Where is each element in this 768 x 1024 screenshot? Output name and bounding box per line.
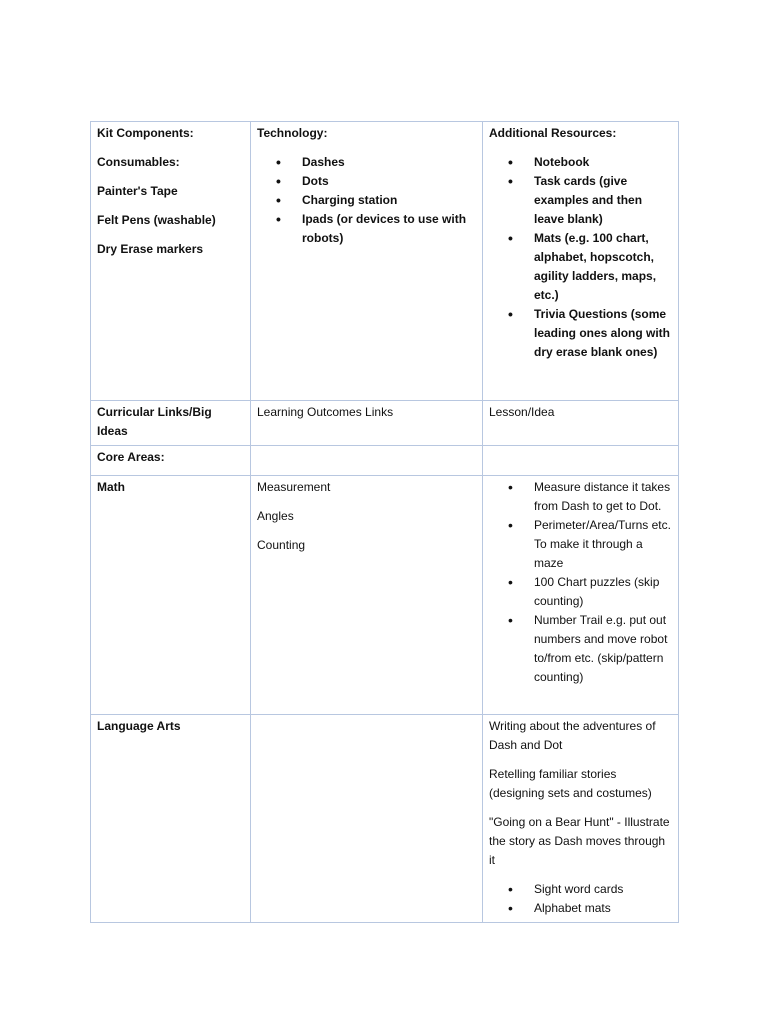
technology-item: • Charging station: [302, 191, 476, 210]
additional-resources-list: [489, 153, 672, 362]
curriculum-table: [90, 121, 679, 923]
math-outcome: Counting: [257, 538, 306, 552]
math-outcome: Angles: [257, 509, 294, 523]
math-subject-label: Math: [91, 476, 251, 715]
kit-item: Consumables:: [97, 155, 180, 169]
kit-item: Painter's Tape: [97, 184, 178, 198]
additional-resources-title: Additional Resources:: [489, 126, 617, 140]
resource-item: • Trivia Questions (some leading ones along with dry erase blank ones): [534, 305, 672, 362]
language-ideas-list: [489, 880, 672, 918]
language-idea: Retelling familiar stories (designing sets and costumes): [489, 767, 652, 800]
resource-item: • Task cards (give examples and then leave blank): [534, 172, 672, 229]
kit-item: Dry Erase markers: [97, 242, 204, 256]
empty-cell: [251, 715, 483, 923]
technology-item: • Ipads (or devices to use with robots): [302, 210, 476, 248]
learning-outcomes-label: Learning Outcomes Links: [251, 401, 483, 446]
language-arts-ideas-cell: [483, 715, 679, 923]
language-arts-row: [91, 715, 679, 923]
kit-components-title: Kit Components:: [97, 126, 194, 140]
technology-item: • Dots: [302, 172, 476, 191]
language-idea: "Going on a Bear Hunt" - Illustrate the story as Dash moves through it: [489, 815, 670, 867]
empty-cell: [483, 446, 679, 476]
language-idea: Writing about the adventures of Dash and Dot: [489, 719, 656, 752]
empty-cell: [251, 446, 483, 476]
curricular-links-label: Curricular Links/Big Ideas: [91, 401, 251, 446]
core-areas-label: Core Areas:: [91, 446, 251, 476]
math-outcome: Measurement: [257, 480, 331, 494]
math-ideas-cell: [483, 476, 679, 715]
core-areas-row: [91, 446, 679, 476]
curricular-links-row: [91, 401, 679, 446]
technology-cell: [251, 122, 483, 401]
math-idea-item: • Perimeter/Area/Turns etc. To make it through a maze: [534, 516, 672, 573]
technology-item: • Dashes: [302, 153, 476, 172]
language-arts-subject-label: Language Arts: [91, 715, 251, 923]
kit-components-cell: [91, 122, 251, 401]
language-idea-item: • Sight word cards: [534, 880, 672, 899]
technology-title: Technology:: [257, 126, 328, 140]
language-idea-item: • Alphabet mats: [534, 899, 672, 918]
math-row: [91, 476, 679, 715]
resource-item: • Notebook: [534, 153, 672, 172]
kit-header-row: [91, 122, 679, 401]
math-ideas-list: [489, 478, 672, 687]
resource-item: • Mats (e.g. 100 chart, alphabet, hopscotch, agility ladders, maps, etc.): [534, 229, 672, 305]
technology-list: [257, 153, 476, 248]
additional-resources-cell: [483, 122, 679, 401]
math-idea-item: • Number Trail e.g. put out numbers and move robot to/from etc. (skip/pattern counting): [534, 611, 672, 687]
lesson-idea-label: Lesson/Idea: [483, 401, 679, 446]
math-idea-item: • Measure distance it takes from Dash to get to Dot.: [534, 478, 672, 516]
math-idea-item: • 100 Chart puzzles (skip counting): [534, 573, 672, 611]
kit-item: Felt Pens (washable): [97, 213, 216, 227]
math-outcomes-cell: [251, 476, 483, 715]
